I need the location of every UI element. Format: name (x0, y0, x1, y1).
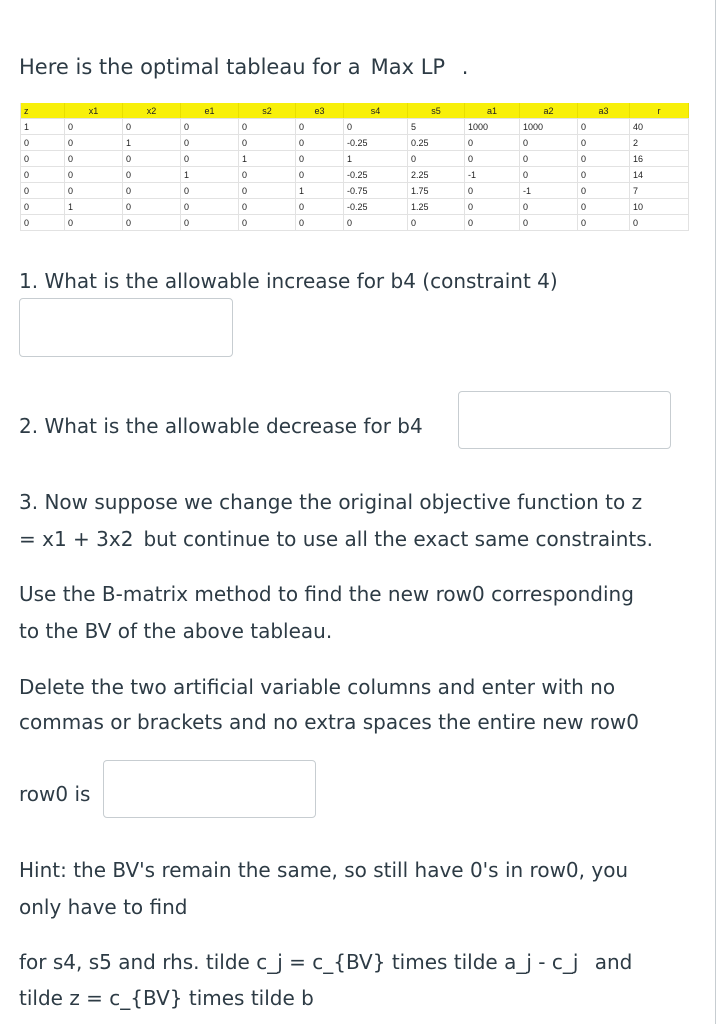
tableau-cell: 7 (630, 183, 689, 199)
tableau-cell: 1 (65, 199, 123, 215)
tableau-cell: 0 (65, 167, 123, 183)
tableau-cell: 0 (465, 183, 520, 199)
intro-period: . (461, 55, 469, 79)
tableau-header-cell: s4 (344, 103, 408, 119)
tableau-cell: 0 (296, 167, 344, 183)
tableau-cell: 0 (296, 199, 344, 215)
tableau-cell: 0 (296, 215, 344, 231)
tableau-cell: 0 (630, 215, 689, 231)
tableau-cell: 0 (408, 215, 465, 231)
tableau-cell: 1 (296, 183, 344, 199)
tableau-cell: 2.25 (408, 167, 465, 183)
tableau-cell: 1 (239, 151, 296, 167)
tableau-cell: 0 (578, 183, 630, 199)
tableau-cell: 0 (578, 167, 630, 183)
tableau-cell: 0 (21, 183, 65, 199)
tableau-header-cell: x2 (123, 103, 181, 119)
tableau-cell: 0 (239, 119, 296, 135)
tableau-cell: -1 (520, 183, 578, 199)
question-3-line-2 (19, 521, 653, 557)
tableau-cell: 0 (578, 135, 630, 151)
tableau-cell: 0 (239, 167, 296, 183)
tableau-cell: 1000 (520, 119, 578, 135)
tableau-cell: 1.75 (408, 183, 465, 199)
tableau-cell: 0 (344, 215, 408, 231)
tableau-header-cell: r (630, 103, 689, 119)
tableau-cell: 0 (578, 119, 630, 135)
tableau-cell: 0 (465, 215, 520, 231)
hint-line-3 (19, 944, 632, 980)
tableau-cell: 0 (65, 135, 123, 151)
tableau-cell: 0.25 (408, 135, 465, 151)
tableau-header-cell: a2 (520, 103, 578, 119)
tableau-cell: 0 (65, 119, 123, 135)
tableau-row (21, 119, 689, 135)
tableau-cell: 0 (520, 199, 578, 215)
tableau-cell: 0 (21, 151, 65, 167)
tableau-row (21, 167, 689, 183)
tableau-header-cell: e1 (181, 103, 239, 119)
hint-and: and (594, 950, 633, 974)
tableau-cell: 2 (630, 135, 689, 151)
intro-lp: LP (420, 55, 446, 79)
tableau-cell: -0.25 (344, 167, 408, 183)
tableau-cell: 0 (181, 215, 239, 231)
tableau-cell: 0 (296, 151, 344, 167)
tableau-cell: 0 (21, 167, 65, 183)
tableau-cell: 0 (65, 215, 123, 231)
tableau-header-cell: a3 (578, 103, 630, 119)
tableau-header-row (21, 103, 689, 119)
question-1: 1. What is the allowable increase for b4 (constraint 4) (19, 269, 558, 293)
row0-answer-input[interactable] (103, 760, 316, 818)
tableau-cell: -0.25 (344, 135, 408, 151)
tableau-cell: 1000 (465, 119, 520, 135)
tableau-cell: -1 (465, 167, 520, 183)
tableau-cell: 5 (408, 119, 465, 135)
row0-label: row0 is (19, 782, 91, 806)
tableau-cell: 0 (123, 119, 181, 135)
delete-paragraph-line-2: commas or brackets and no extra spaces the entire new row0 (19, 710, 639, 734)
tableau-row (21, 215, 689, 231)
tableau-row (21, 135, 689, 151)
tableau-cell: 1 (181, 167, 239, 183)
tableau-cell: 40 (630, 119, 689, 135)
intro-max: Max (370, 55, 415, 79)
tableau-cell: 0 (520, 167, 578, 183)
hint-line-2: only have to find (19, 895, 188, 919)
tableau-cell: 0 (239, 135, 296, 151)
question-2: 2. What is the allowable decrease for b4 (19, 414, 423, 438)
tableau-cell: 0 (123, 151, 181, 167)
tableau-cell: 0 (123, 183, 181, 199)
bmatrix-paragraph-line-2: to the BV of the above tableau. (19, 619, 333, 643)
hint-formula: for s4, s5 and rhs. tilde c_j = c_{BV} times tilde a_j - c_j (19, 950, 579, 974)
tableau-cell: 0 (520, 151, 578, 167)
intro-text (19, 49, 468, 85)
hint-line-1: Hint: the BV's remain the same, so still have 0's in row0, you (19, 858, 629, 882)
question-3-constraints-text: but continue to use all the exact same constraints. (143, 527, 653, 551)
tableau-cell: 0 (239, 199, 296, 215)
tableau-header-cell: z (21, 103, 65, 119)
tableau-cell: 0 (239, 215, 296, 231)
tableau-cell: 0 (21, 215, 65, 231)
tableau-cell: 0 (520, 215, 578, 231)
tableau-cell: 0 (344, 119, 408, 135)
tableau-cell: 0 (21, 135, 65, 151)
optimal-tableau (20, 103, 688, 243)
tableau-cell: 0 (123, 199, 181, 215)
q2-answer-input[interactable] (458, 391, 671, 449)
tableau-cell: 1 (123, 135, 181, 151)
tableau-header-cell: e3 (296, 103, 344, 119)
tableau-cell: -0.75 (344, 183, 408, 199)
tableau-cell: 0 (239, 183, 296, 199)
tableau-cell: 16 (630, 151, 689, 167)
tableau-cell: 0 (296, 119, 344, 135)
tableau-cell: 0 (181, 199, 239, 215)
tableau-table (20, 103, 689, 231)
tableau-cell: 14 (630, 167, 689, 183)
intro-prefix: Here is the optimal tableau for a (19, 55, 361, 79)
tableau-cell: 0 (578, 151, 630, 167)
tableau-cell: 0 (123, 215, 181, 231)
tableau-cell: 0 (123, 167, 181, 183)
tableau-cell: 0 (296, 135, 344, 151)
tableau-cell: 0 (465, 135, 520, 151)
tableau-row (21, 183, 689, 199)
tableau-cell: 0 (465, 151, 520, 167)
tableau-cell: 1 (21, 119, 65, 135)
page-edge-divider (715, 0, 716, 1024)
tableau-cell: 0 (181, 119, 239, 135)
bmatrix-paragraph-line-1: Use the B-matrix method to find the new row0 corresponding (19, 582, 634, 606)
tableau-row (21, 151, 689, 167)
tableau-cell: 10 (630, 199, 689, 215)
q1-answer-input[interactable] (19, 298, 233, 357)
tableau-cell: 0 (181, 151, 239, 167)
tableau-header-cell: x1 (65, 103, 123, 119)
tableau-cell: 0 (465, 199, 520, 215)
tableau-cell: 0 (65, 151, 123, 167)
tableau-cell: 0 (408, 151, 465, 167)
tableau-cell: 0 (578, 199, 630, 215)
delete-paragraph-line-1: Delete the two artificial variable columns and enter with no (19, 675, 616, 699)
tableau-cell: 0 (65, 183, 123, 199)
tableau-cell: 1.25 (408, 199, 465, 215)
hint-line-4: tilde z = c_{BV} times tilde b (19, 986, 314, 1010)
question-3-line-1: 3. Now suppose we change the original objective function to z (19, 490, 643, 514)
tableau-cell: 0 (181, 183, 239, 199)
tableau-cell: -0.25 (344, 199, 408, 215)
tableau-header-cell: s5 (408, 103, 465, 119)
objective-function: = x1 + 3x2 (19, 527, 134, 551)
tableau-header-cell: a1 (465, 103, 520, 119)
tableau-cell: 0 (578, 215, 630, 231)
tableau-header-cell: s2 (239, 103, 296, 119)
tableau-row (21, 199, 689, 215)
tableau-cell: 0 (181, 135, 239, 151)
tableau-cell: 0 (21, 199, 65, 215)
tableau-cell: 1 (344, 151, 408, 167)
tableau-cell: 0 (520, 135, 578, 151)
